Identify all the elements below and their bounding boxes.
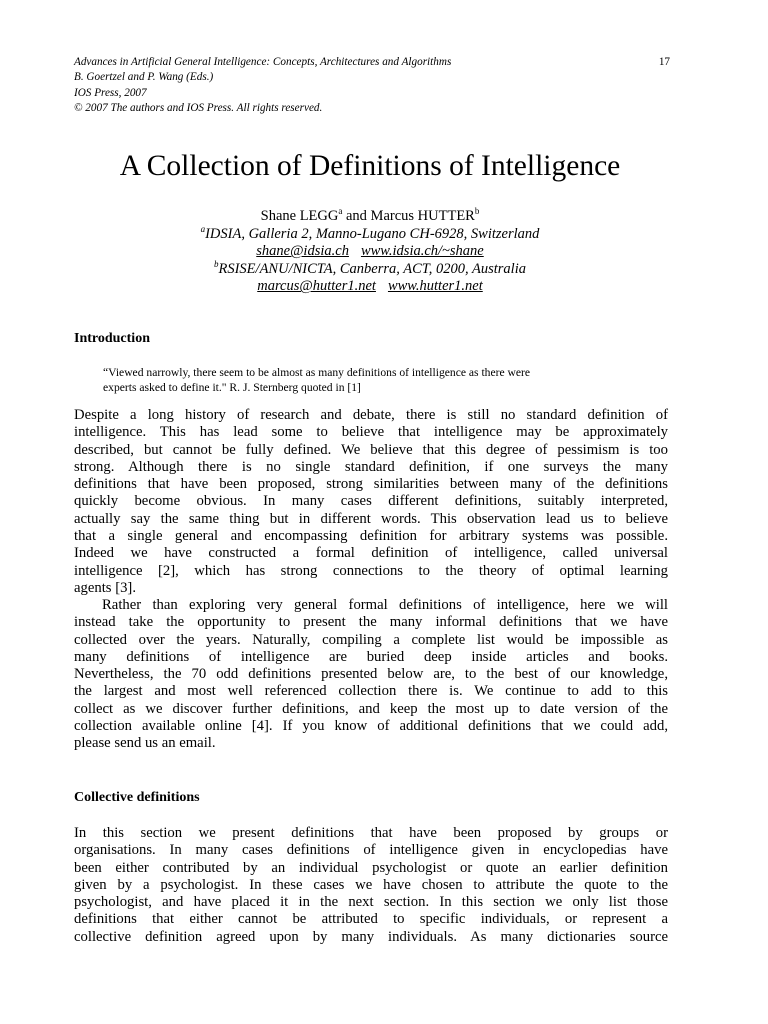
text-line: quickly become obvious. In many cases different definitions, suitably interpreted, (74, 493, 668, 510)
author-sup-a: a (338, 206, 343, 216)
text-line: definitions that have been proposed, strong similarities between many of the definitions (74, 476, 668, 493)
section-heading-collective: Collective definitions (74, 790, 200, 805)
running-header (74, 55, 670, 117)
email-link-hutter[interactable]: marcus@hutter1.net (257, 278, 376, 295)
text-line: collected over the years. Naturally, compiling a complete list would be impossible as (74, 631, 668, 648)
text-line: intelligence [2], which has strong connections to the theory of optimal learning (74, 562, 668, 579)
page-number: 17 (658, 56, 670, 68)
text-line: strong. Although there is no single standard definition, if one surveys the many (74, 458, 668, 475)
author-sup-b: b (474, 206, 480, 216)
text-line: been either contributed by an individual psychologist or quote an earlier definition (74, 859, 668, 876)
text-line: that a single general and encompassing definition for arbitrary systems was possible. (74, 528, 668, 545)
text-line: given by a psychologist. In these cases we have chosen to attribute the quote to the (74, 876, 668, 893)
affiliation-b-sup: b (214, 258, 219, 269)
author-name-legg: Shane LEGG (260, 208, 339, 224)
collective-paragraph (74, 825, 668, 946)
text-line: definitions that either cannot be attributed to specific individuals, or represent a (74, 911, 668, 928)
web-link-legg[interactable]: www.idsia.ch/~shane (360, 243, 484, 260)
quote-line: experts asked to define it." R. J. Sternberg quoted in [1] (103, 380, 361, 394)
text-line: collective definition agreed upon by many individuals. As many dictionaries source (74, 928, 668, 945)
header-copyright: © 2007 The authors and IOS Press. All rights reserved. (74, 102, 323, 115)
paper-title: A Collection of Definitions of Intelligence (119, 150, 621, 182)
affiliation-a-text: IDSIA, Galleria 2, Manno-Lugano CH-6928, Switzerland (205, 225, 540, 242)
section-heading-introduction: Introduction (74, 331, 150, 346)
quote-line: “Viewed narrowly, there seem to be almost as many definitions of intelligence as there were (103, 366, 531, 379)
author-name-hutter: and Marcus HUTTER (342, 208, 475, 224)
text-line: please send us an email. (74, 735, 216, 752)
author-names (0, 208, 740, 226)
affiliation-b-text: RSISE/ANU/NICTA, Canberra, ACT, 0200, Australia (218, 260, 526, 277)
text-line: Despite a long history of research and debate, there is still no standard definition of (74, 407, 668, 423)
text-line: described, but cannot be fully defined. We believe that this degree of pessimism is too (74, 441, 668, 458)
text-line: organisations. In many cases definitions of intelligence given in encyclopedias have (74, 842, 668, 859)
contact-a (0, 243, 740, 261)
header-publisher: IOS Press, 2007 (74, 86, 147, 99)
header-book-title: Advances in Artificial General Intelligence: Concepts, Architectures and Algorithms (74, 56, 452, 68)
text-line: the largest and most well referenced collection there is. We continue to add to this (74, 683, 668, 700)
intro-paragraph-2 (74, 597, 668, 753)
text-line: psychologist, and have placed it in the next section. In this section we only list those (74, 894, 668, 911)
text-line: agents [3]. (74, 579, 136, 596)
affiliation-a-sup: a (200, 223, 206, 234)
web-link-hutter[interactable]: www.hutter1.net (387, 278, 483, 295)
text-line: many definitions of intelligence are buried deep inside articles and books. (74, 648, 668, 665)
text-line: Nevertheless, the 70 odd definitions presented below are, to the best of our knowledge, (74, 666, 668, 683)
contact-b (0, 278, 740, 296)
text-line: Indeed we have constructed a formal definition of intelligence, called universal (74, 545, 668, 562)
text-line: In this section we present definitions that have been proposed by groups or (74, 825, 668, 841)
text-line: Rather than exploring very general formal definitions of intelligence, here we will (102, 597, 668, 613)
affiliation-a (0, 223, 740, 244)
text-line: collect as we discover further definitions, and keep the most up to date version of the (74, 700, 668, 717)
affiliation-b (0, 258, 740, 279)
text-line: actually say the same thing but in different words. This observation lead us to believe (74, 510, 668, 527)
author-block (0, 208, 740, 296)
text-line: instead take the opportunity to present the many informal definitions that we have (74, 614, 668, 631)
header-editors: B. Goertzel and P. Wang (Eds.) (74, 71, 214, 84)
intro-paragraph-1 (74, 407, 668, 597)
epigraph-quote (103, 366, 643, 396)
text-line: collection available online [4]. If you know of additional definitions that we could add, (74, 718, 668, 735)
text-line: intelligence. This has lead some to believe that intelligence may be approximately (74, 424, 668, 441)
email-link-legg[interactable]: shane@idsia.ch (256, 243, 349, 260)
